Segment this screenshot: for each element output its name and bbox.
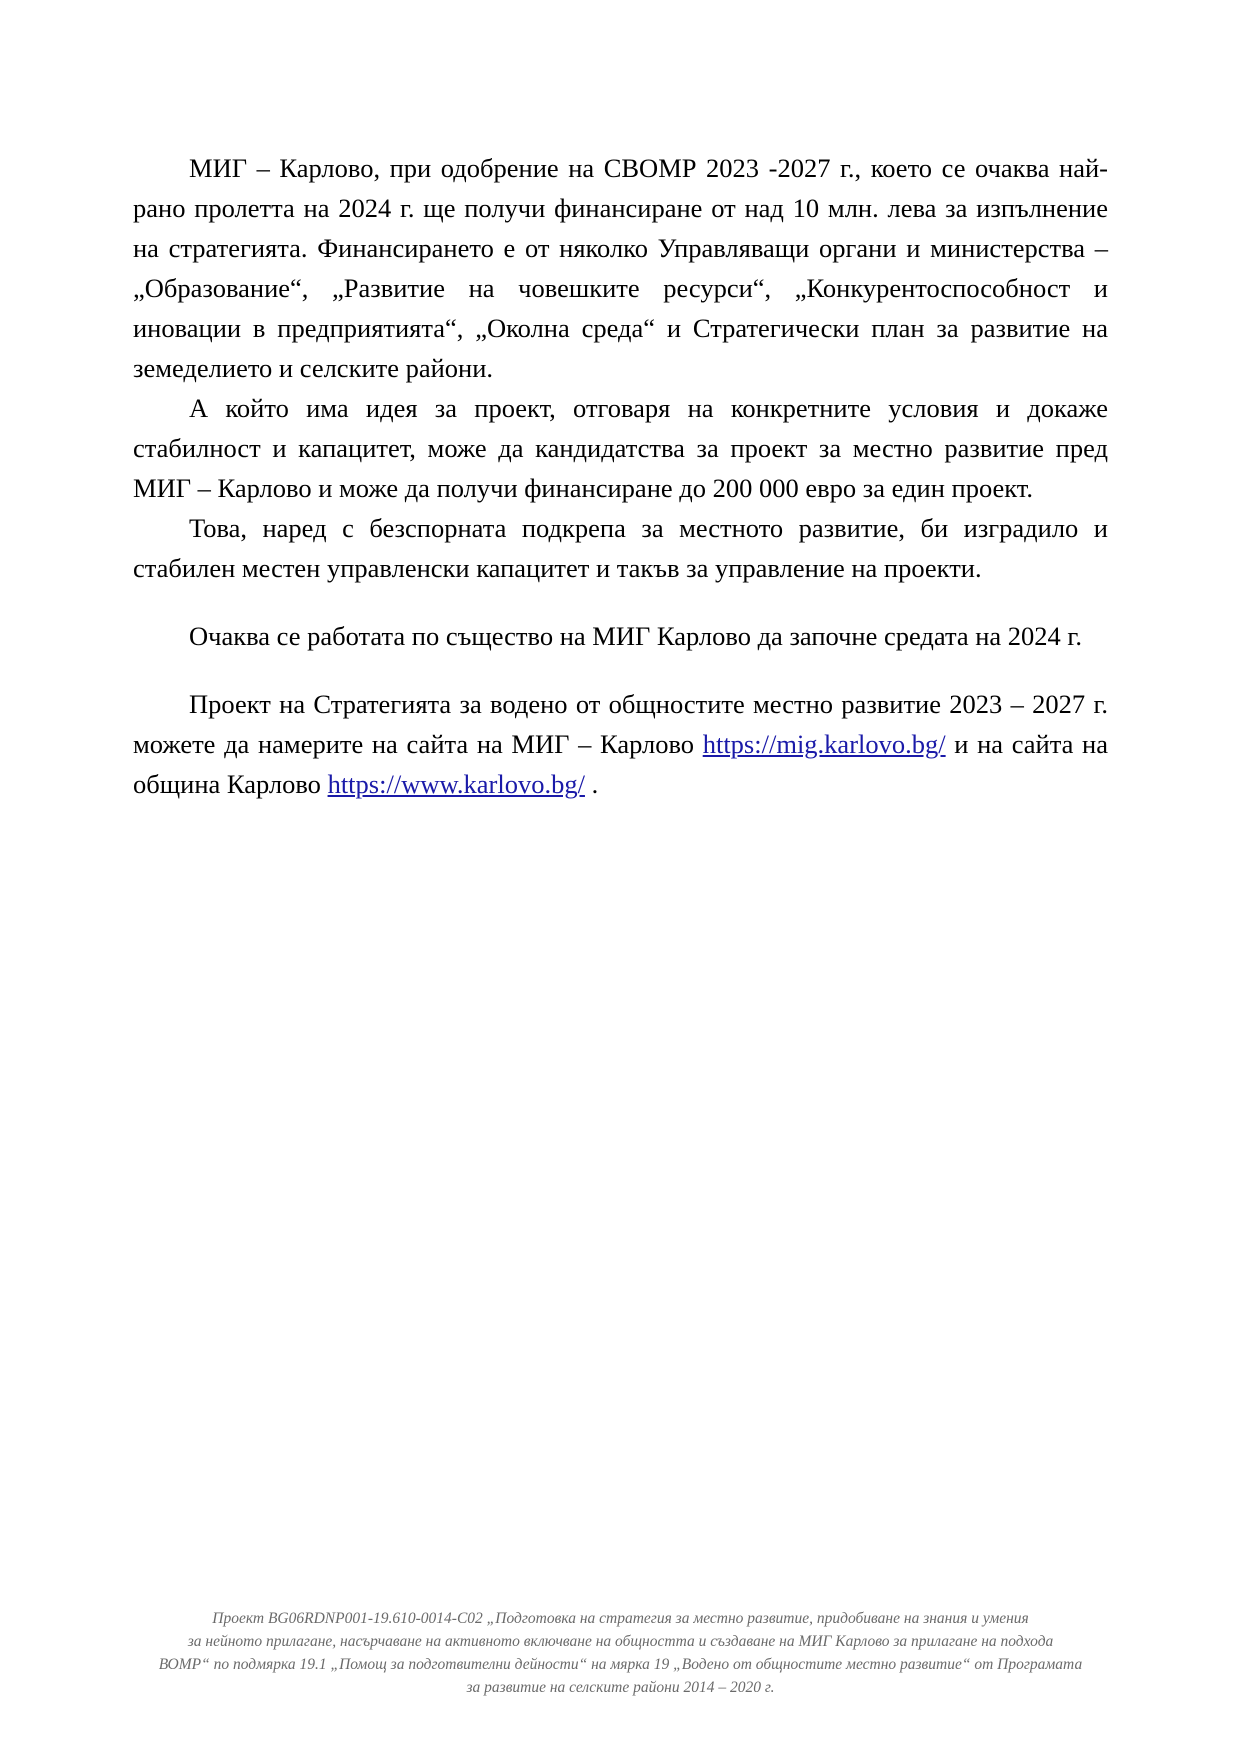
mig-karlovo-link[interactable]: https://mig.karlovo.bg/ [702, 729, 946, 759]
paragraph-1: МИГ – Карлово, при одобрение на СВОМР 2023 -2027 г., което се очаква най-рано пролетта на 2024 г. ще получи финансиране от над 10 млн. лева за изпълнение на стратегията. Финансирането е от няколко Управляващи органи и министерства – „Образование“, „Развитие на човешките ресурси“, „Конкурентоспособност и иновации в предприятията“, „Околна среда“ и Стратегически план за развитие на земеделието и селските райони. [133, 153, 1108, 383]
footer-line-3: ВОМР“ по подмярка 19.1 „Помощ за подготвителни дейности“ на мярка 19 „Водено от общностите местно развитие“ от Програмата [158, 1656, 1083, 1673]
page-footer [0, 1607, 1241, 1699]
paragraph-5 [133, 684, 1108, 804]
footer-line-2: за нейното прилагане, насърчаване на активното включване на общността и създаване на МИГ Карлово за прилагане на подхода [187, 1633, 1054, 1650]
footer-line-1: Проект BG06RDNP001-19.610-0014-C02 „Подготовка на стратегия за местно развитие, придобиване на знания и умения [212, 1610, 1029, 1627]
footer-line-4: за развитие на селските райони 2014 – 2020 г. [466, 1679, 775, 1696]
paragraph-5-text-part2: и на сайта на община Карлово [133, 729, 1108, 799]
paragraph-5-text-part3: . [584, 769, 599, 799]
paragraph-3: Това, наред с безспорната подкрепа за местното развитие, би изградило и стабилен местен управленски капацитет и такъв за управление на проекти. [133, 513, 1108, 583]
paragraph-2: А който има идея за проект, отговаря на конкретните условия и докаже стабилност и капацитет, може да кандидатства за проект за местно развитие пред МИГ – Карлово и може да получи финансиране до 200 000 евро за един проект. [133, 393, 1108, 503]
paragraph-5-text-part1: Проект на Стратегията за водено от общностите местно развитие 2023 – 2027 г. можете да намерите на сайта на МИГ – Карлово [133, 689, 1108, 759]
karlovo-municipality-link[interactable]: https://www.karlovo.bg/ [327, 769, 585, 799]
document-body [133, 148, 1108, 804]
paragraph-4: Очаква се работата по същество на МИГ Карлово да започне средата на 2024 г. [189, 621, 1082, 651]
